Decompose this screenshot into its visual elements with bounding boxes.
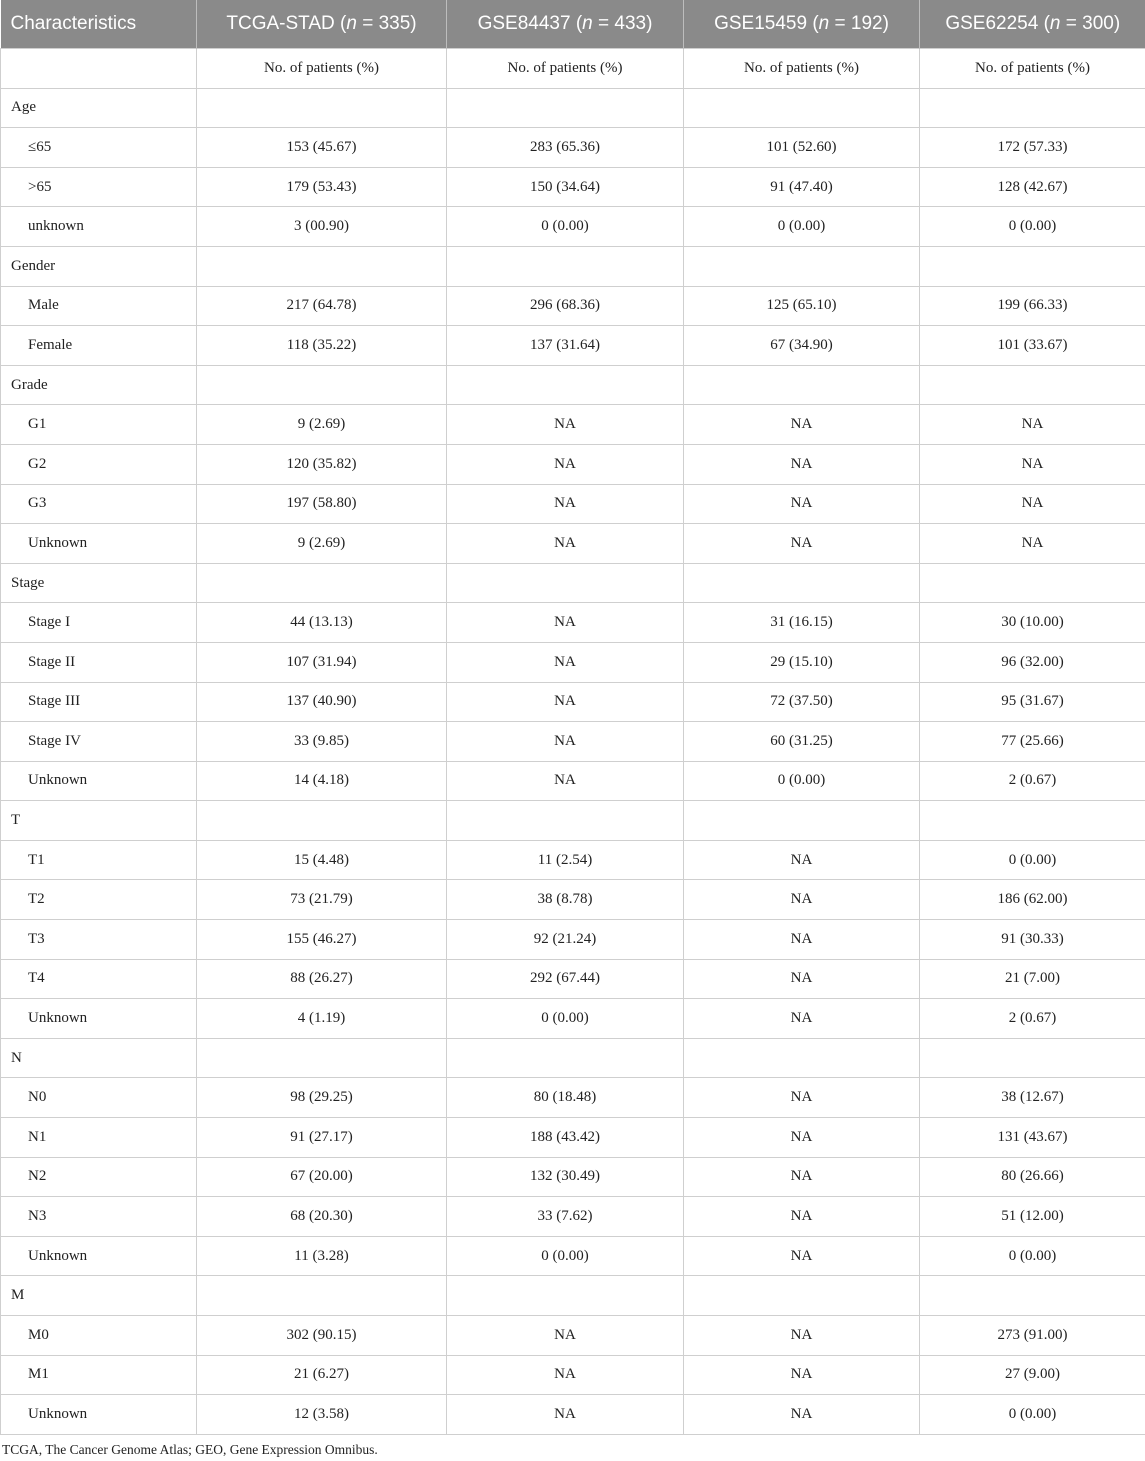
value-cell: 0 (0.00) [684, 761, 920, 801]
table-row [1, 761, 1145, 801]
value-cell: 73 (21.79) [197, 880, 447, 920]
column-header-n: n [582, 13, 593, 34]
value-cell: 153 (45.67) [197, 128, 447, 168]
value-cell: 95 (31.67) [920, 682, 1145, 722]
value-cell: 9 (2.69) [197, 524, 447, 564]
subheader-cell [1, 49, 197, 89]
value-cell: NA [684, 1236, 920, 1276]
value-cell: 80 (26.66) [920, 1157, 1145, 1197]
value-cell: NA [447, 1395, 684, 1435]
value-cell: 44 (13.13) [197, 603, 447, 643]
table-body [1, 49, 1145, 1435]
column-header-n: n [346, 13, 357, 34]
row-label: T3 [1, 920, 197, 960]
value-cell: 125 (65.10) [684, 286, 920, 326]
value-cell: NA [684, 999, 920, 1039]
group-label: Stage [1, 563, 197, 603]
value-cell: 12 (3.58) [197, 1395, 447, 1435]
row-label: Male [1, 286, 197, 326]
column-header-count: = 192) [829, 13, 889, 34]
value-cell: 29 (15.10) [684, 642, 920, 682]
group-label: Age [1, 88, 197, 128]
table-row [1, 1197, 1145, 1237]
value-cell: NA [684, 444, 920, 484]
value-cell: 137 (40.90) [197, 682, 447, 722]
column-header-n: n [1049, 13, 1061, 34]
column-header-count: = 433) [592, 13, 653, 34]
value-cell [920, 1038, 1145, 1078]
value-cell: NA [447, 761, 684, 801]
table-row [1, 167, 1145, 207]
row-label: N2 [1, 1157, 197, 1197]
row-label: Female [1, 326, 197, 366]
subheader-row [1, 49, 1145, 89]
value-cell: 38 (12.67) [920, 1078, 1145, 1118]
value-cell: 92 (21.24) [447, 920, 684, 960]
group-header-row [1, 1276, 1145, 1316]
table-row [1, 405, 1145, 445]
row-label: Stage I [1, 603, 197, 643]
value-cell: 188 (43.42) [447, 1118, 684, 1158]
value-cell: NA [684, 1355, 920, 1395]
table-row [1, 1078, 1145, 1118]
column-header-text: GSE62254 ( [945, 13, 1050, 34]
column-header-n: n [818, 13, 830, 34]
value-cell: 302 (90.15) [197, 1316, 447, 1356]
column-header [197, 0, 447, 49]
column-header [1, 0, 197, 49]
value-cell: 67 (20.00) [197, 1157, 447, 1197]
value-cell: 27 (9.00) [920, 1355, 1145, 1395]
value-cell: NA [447, 1316, 684, 1356]
subheader-cell: No. of patients (%) [920, 49, 1145, 89]
value-cell [197, 1276, 447, 1316]
value-cell: 14 (4.18) [197, 761, 447, 801]
value-cell: 21 (6.27) [197, 1355, 447, 1395]
row-label: ≤65 [1, 128, 197, 168]
value-cell: NA [684, 1157, 920, 1197]
value-cell [920, 88, 1145, 128]
value-cell: 292 (67.44) [447, 959, 684, 999]
table-row [1, 920, 1145, 960]
column-header [920, 0, 1145, 49]
table-row [1, 880, 1145, 920]
value-cell: NA [447, 444, 684, 484]
table-row [1, 484, 1145, 524]
table-row [1, 286, 1145, 326]
table-row [1, 128, 1145, 168]
table-row [1, 1395, 1145, 1435]
value-cell: NA [920, 405, 1145, 445]
column-header-text: Characteristics [10, 13, 137, 34]
value-cell: 80 (18.48) [447, 1078, 684, 1118]
row-label: Stage II [1, 642, 197, 682]
table-row [1, 1355, 1145, 1395]
value-cell: 98 (29.25) [197, 1078, 447, 1118]
value-cell: NA [684, 880, 920, 920]
value-cell: NA [447, 642, 684, 682]
value-cell: 2 (0.67) [920, 761, 1145, 801]
value-cell: 0 (0.00) [920, 207, 1145, 247]
group-label: Gender [1, 246, 197, 286]
value-cell [197, 88, 447, 128]
group-label: N [1, 1038, 197, 1078]
value-cell [684, 563, 920, 603]
value-cell: 199 (66.33) [920, 286, 1145, 326]
value-cell: 91 (27.17) [197, 1118, 447, 1158]
row-label: N3 [1, 1197, 197, 1237]
value-cell: NA [447, 603, 684, 643]
column-header-text: TCGA-STAD ( [226, 13, 347, 34]
column-header [447, 0, 684, 49]
value-cell [197, 1038, 447, 1078]
value-cell [920, 365, 1145, 405]
value-cell [447, 365, 684, 405]
value-cell [684, 246, 920, 286]
value-cell: 132 (30.49) [447, 1157, 684, 1197]
subheader-cell: No. of patients (%) [447, 49, 684, 89]
value-cell: NA [684, 1316, 920, 1356]
value-cell: 72 (37.50) [684, 682, 920, 722]
table-footnote: TCGA, The Cancer Genome Atlas; GEO, Gene Expression Omnibus. [2, 1442, 378, 1457]
value-cell [447, 563, 684, 603]
value-cell: 77 (25.66) [920, 722, 1145, 762]
column-header-text: GSE15459 ( [714, 13, 819, 34]
value-cell [684, 88, 920, 128]
table-row [1, 1316, 1145, 1356]
group-label: T [1, 801, 197, 841]
row-label: Unknown [1, 999, 197, 1039]
value-cell [447, 1276, 684, 1316]
value-cell: 67 (34.90) [684, 326, 920, 366]
subheader-cell: No. of patients (%) [684, 49, 920, 89]
value-cell: 155 (46.27) [197, 920, 447, 960]
value-cell [920, 246, 1145, 286]
value-cell: 101 (33.67) [920, 326, 1145, 366]
value-cell: NA [684, 840, 920, 880]
group-label: M [1, 1276, 197, 1316]
value-cell [197, 801, 447, 841]
row-label: T2 [1, 880, 197, 920]
value-cell: 137 (31.64) [447, 326, 684, 366]
value-cell [447, 246, 684, 286]
row-label: Unknown [1, 524, 197, 564]
value-cell: NA [684, 1078, 920, 1118]
value-cell: NA [684, 524, 920, 564]
table-row [1, 207, 1145, 247]
value-cell: NA [684, 484, 920, 524]
value-cell: NA [920, 484, 1145, 524]
row-label: Stage IV [1, 722, 197, 762]
value-cell: NA [447, 484, 684, 524]
value-cell: 88 (26.27) [197, 959, 447, 999]
group-header-row [1, 246, 1145, 286]
value-cell: 3 (00.90) [197, 207, 447, 247]
column-header-text: GSE84437 ( [477, 13, 583, 34]
row-label: >65 [1, 167, 197, 207]
group-header-row [1, 801, 1145, 841]
value-cell: 33 (9.85) [197, 722, 447, 762]
value-cell: 101 (52.60) [684, 128, 920, 168]
row-label: Unknown [1, 1236, 197, 1276]
value-cell: NA [684, 1118, 920, 1158]
value-cell: 118 (35.22) [197, 326, 447, 366]
row-label: T1 [1, 840, 197, 880]
value-cell [920, 1276, 1145, 1316]
value-cell: 38 (8.78) [447, 880, 684, 920]
value-cell: 91 (47.40) [684, 167, 920, 207]
row-label: M0 [1, 1316, 197, 1356]
value-cell: 197 (58.80) [197, 484, 447, 524]
value-cell: 91 (30.33) [920, 920, 1145, 960]
value-cell: 150 (34.64) [447, 167, 684, 207]
table-row [1, 722, 1145, 762]
table-row [1, 444, 1145, 484]
value-cell: 30 (10.00) [920, 603, 1145, 643]
value-cell: NA [684, 405, 920, 445]
value-cell: 0 (0.00) [447, 207, 684, 247]
row-label: Unknown [1, 1395, 197, 1435]
value-cell: 296 (68.36) [447, 286, 684, 326]
value-cell [920, 563, 1145, 603]
table-row [1, 959, 1145, 999]
value-cell: 9 (2.69) [197, 405, 447, 445]
table-row [1, 642, 1145, 682]
table-row [1, 682, 1145, 722]
value-cell: 172 (57.33) [920, 128, 1145, 168]
row-label: Unknown [1, 761, 197, 801]
group-header-row [1, 88, 1145, 128]
value-cell: 186 (62.00) [920, 880, 1145, 920]
value-cell: 68 (20.30) [197, 1197, 447, 1237]
value-cell: 31 (16.15) [684, 603, 920, 643]
value-cell: 96 (32.00) [920, 642, 1145, 682]
value-cell: 60 (31.25) [684, 722, 920, 762]
table-row [1, 326, 1145, 366]
value-cell: 33 (7.62) [447, 1197, 684, 1237]
value-cell: NA [447, 682, 684, 722]
table-row [1, 524, 1145, 564]
row-label: unknown [1, 207, 197, 247]
group-label: Grade [1, 365, 197, 405]
group-header-row [1, 365, 1145, 405]
row-label: G2 [1, 444, 197, 484]
value-cell: 0 (0.00) [447, 999, 684, 1039]
header-row [1, 0, 1145, 49]
table-row [1, 999, 1145, 1039]
value-cell: NA [447, 524, 684, 564]
value-cell: NA [447, 1355, 684, 1395]
value-cell [447, 1038, 684, 1078]
value-cell [197, 365, 447, 405]
value-cell [684, 801, 920, 841]
value-cell: NA [684, 1197, 920, 1237]
value-cell: 273 (91.00) [920, 1316, 1145, 1356]
table-row [1, 1157, 1145, 1197]
column-header [684, 0, 920, 49]
value-cell: 21 (7.00) [920, 959, 1145, 999]
value-cell: 2 (0.67) [920, 999, 1145, 1039]
table-header [1, 0, 1145, 49]
value-cell: 128 (42.67) [920, 167, 1145, 207]
row-label: G1 [1, 405, 197, 445]
value-cell: 51 (12.00) [920, 1197, 1145, 1237]
table-row [1, 1236, 1145, 1276]
column-header-count: = 300) [1060, 13, 1121, 34]
value-cell: 0 (0.00) [920, 840, 1145, 880]
value-cell: 0 (0.00) [447, 1236, 684, 1276]
value-cell: 0 (0.00) [684, 207, 920, 247]
table-row [1, 1118, 1145, 1158]
value-cell: NA [684, 1395, 920, 1435]
row-label: T4 [1, 959, 197, 999]
value-cell: 131 (43.67) [920, 1118, 1145, 1158]
value-cell: NA [684, 920, 920, 960]
value-cell: 179 (53.43) [197, 167, 447, 207]
value-cell: 11 (2.54) [447, 840, 684, 880]
value-cell: 107 (31.94) [197, 642, 447, 682]
table-row [1, 603, 1145, 643]
row-label: N1 [1, 1118, 197, 1158]
value-cell: NA [447, 722, 684, 762]
row-label: Stage III [1, 682, 197, 722]
row-label: N0 [1, 1078, 197, 1118]
column-header-count: = 335) [356, 13, 417, 34]
value-cell [684, 365, 920, 405]
value-cell [197, 563, 447, 603]
value-cell: 4 (1.19) [197, 999, 447, 1039]
value-cell: NA [920, 444, 1145, 484]
group-header-row [1, 563, 1145, 603]
row-label: G3 [1, 484, 197, 524]
subheader-cell: No. of patients (%) [197, 49, 447, 89]
value-cell: 283 (65.36) [447, 128, 684, 168]
value-cell: 15 (4.48) [197, 840, 447, 880]
value-cell [447, 88, 684, 128]
value-cell: NA [684, 959, 920, 999]
value-cell: NA [920, 524, 1145, 564]
group-header-row [1, 1038, 1145, 1078]
value-cell [920, 801, 1145, 841]
table-row [1, 840, 1145, 880]
value-cell: 217 (64.78) [197, 286, 447, 326]
value-cell [684, 1038, 920, 1078]
value-cell [684, 1276, 920, 1316]
value-cell: NA [447, 405, 684, 445]
value-cell: 0 (0.00) [920, 1395, 1145, 1435]
value-cell: 0 (0.00) [920, 1236, 1145, 1276]
value-cell [447, 801, 684, 841]
row-label: M1 [1, 1355, 197, 1395]
value-cell [197, 246, 447, 286]
value-cell: 11 (3.28) [197, 1236, 447, 1276]
value-cell: 120 (35.82) [197, 444, 447, 484]
